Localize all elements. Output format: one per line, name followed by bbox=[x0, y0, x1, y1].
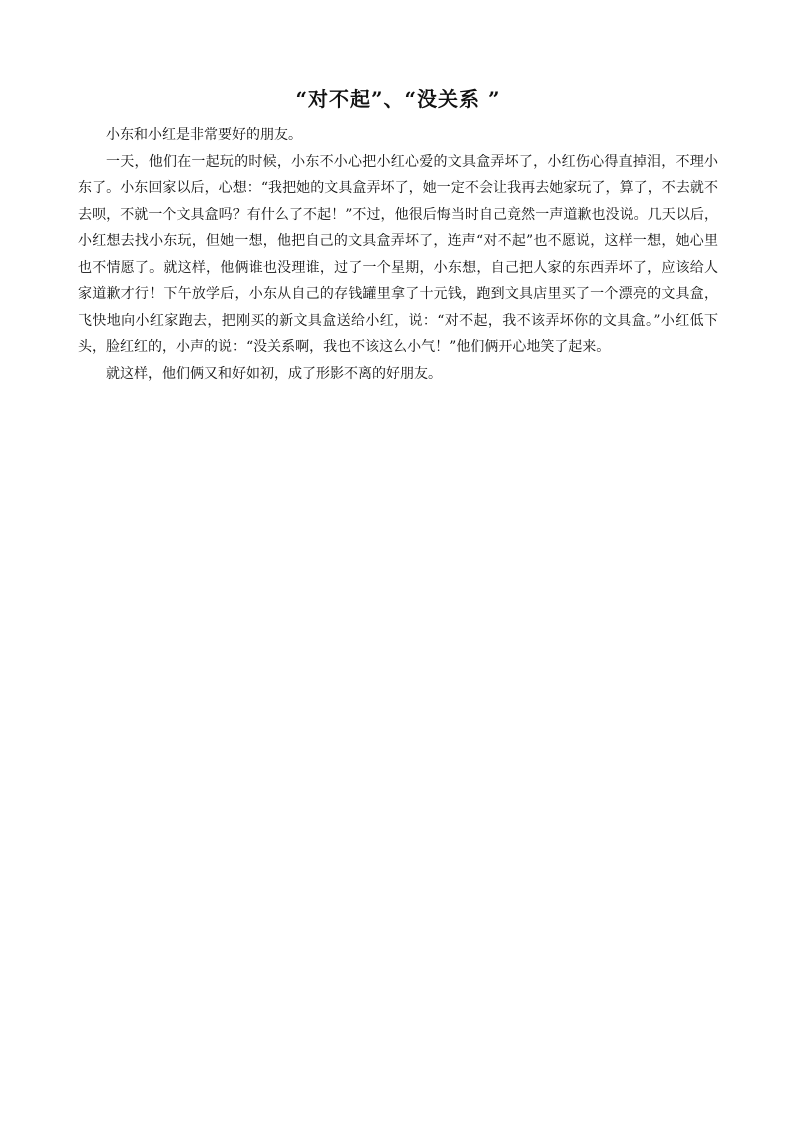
document-body bbox=[78, 84, 718, 387]
paragraph-1: 小东和小红是非常要好的朋友。 bbox=[106, 127, 302, 143]
paragraph-2: 一天，他们在一起玩的时候，小东不小心把小红心爱的文具盒弄坏了，小红伤心得直掉泪，不理小东了。小东回家以后，心想：“我把她的文具盒弄坏了，她一定不会让我再去她家玩了，算了，不去就不去呗，不就一个文具盒吗？有什么了不起！”不过，他很后悔当时自己竟然一声道歉也没说。几天以后，小红想去找小东玩，但她一想，他把自己的文具盒弄坏了，连声“对不起”也不愿说，这样一想，她心里也不情愿了。就这样，他俩谁也没理谁，过了一个星期，小东想，自己把人家的东西弄坏了，应该给人家道歉才行！下午放学后，小东从自己的存钱罐里拿了十元钱，跑到文具店里买了一个漂亮的文具盒，飞快地向小红家跑去，把刚买的新文具盒送给小红，说：“对不起，我不该弄坏你的文具盒。”小红低下头，脸红红的，小声的说：“没关系啊，我也不该这么小气！”他们俩开心地笑了起来。 bbox=[78, 153, 718, 355]
paragraph-3: 就这样，他们俩又和好如初，成了形影不离的好朋友。 bbox=[106, 365, 442, 382]
document-title: “对不起”、“没关系 ” bbox=[295, 87, 501, 111]
